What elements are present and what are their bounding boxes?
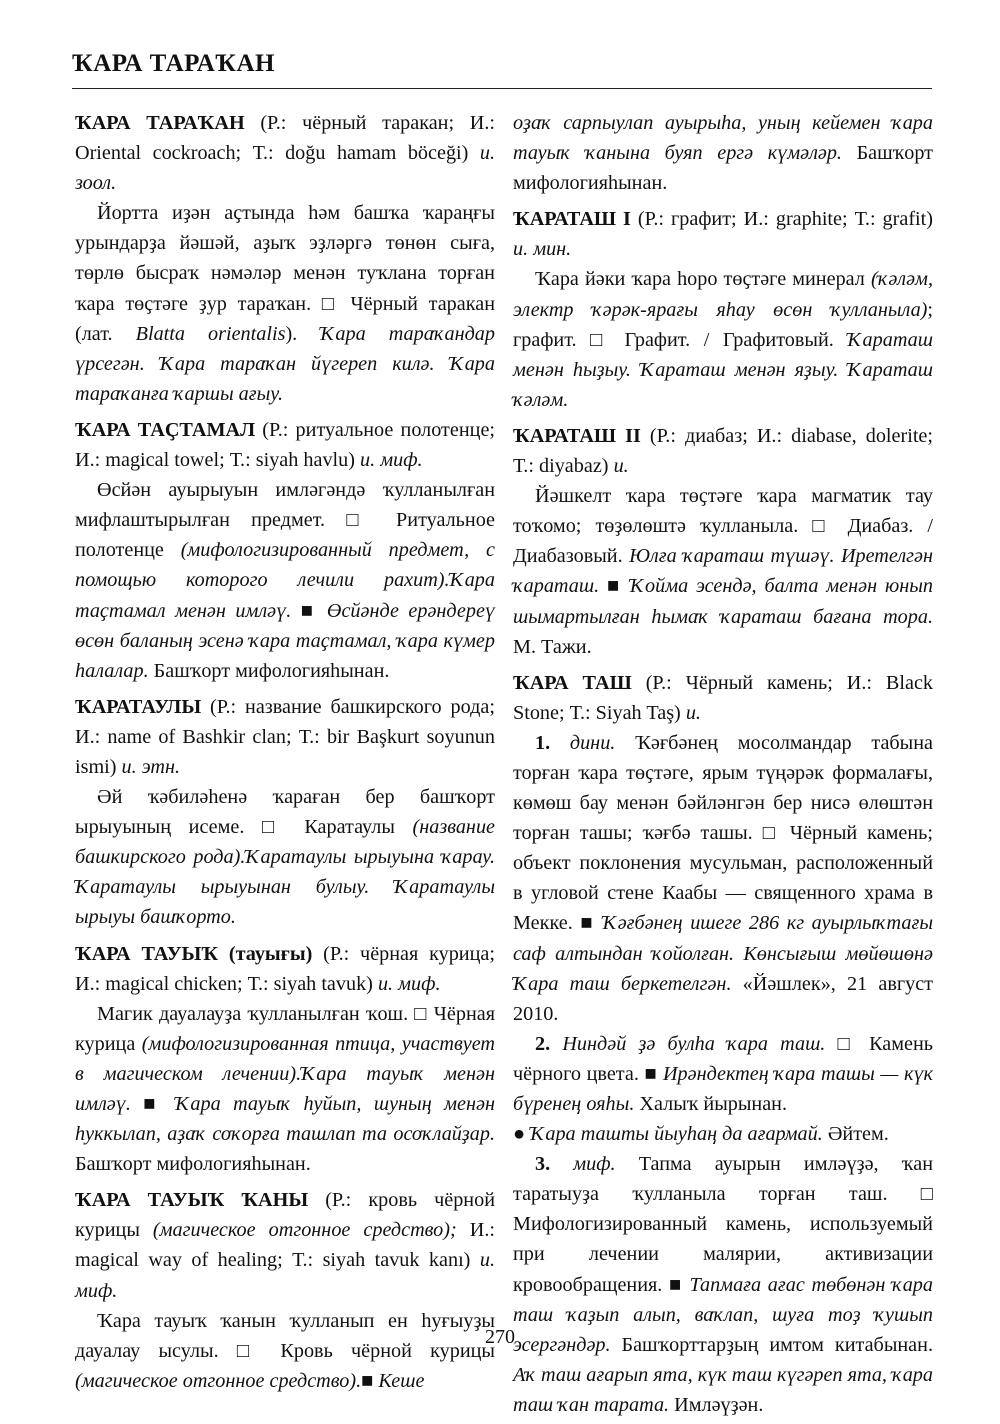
usage-example: Ҡара таҫтамал менән имләү. ■ Өсйәнде ерәндереү өсөн баланың эсенә ҡара таҫтамал, ҡара күмер һалалар. (75, 569, 495, 682)
entry-equivalents: (Р.: название башкирского рода; И.: name of Bashkir clan; Т.: bir Başkurt soyunun ismi) (75, 695, 495, 778)
definition-gloss: (мифологизированная птица, участвует в магическом лечении). (75, 1032, 495, 1085)
usage-example: Юлға ҡараташ түшәү. Иретелгән ҡараташ. ■ Ҡойма эсендә, балта менән юнып шымартылған һымаҡ ҡараташ бағана тора. (513, 545, 933, 628)
usage-example: оҙаҡ сарпыулап ауырыһа, уның кейемен ҡара тауыҡ ҡанына буяп ергә күмәләр. (513, 112, 933, 165)
definition-text: Йортта иҙән аҫтында һәм башҡа ҡараңғы урындарҙа йәшәй, аҙыҡ эҙләргә төнөн сыға, төрлө бысраҡ нәмәләр менән туҡлана торған ҡара төҫтәге ҙур тараҡан. □ Чёрный таракан (лат. (75, 202, 495, 345)
entry-grammar-label: и. зоол. (75, 142, 495, 195)
definition-text: Әй ҡәбиләһенә ҡараған бер башҡорт ырыуының исеме. □ Каратаулы (75, 786, 495, 839)
entry-gloss: (магическое отгонное средство); (152, 1219, 457, 1242)
left-column (75, 108, 495, 1396)
entry-headword: ҠАРА ТАУЫҠ (тауығы) (75, 942, 313, 965)
header-rule (72, 88, 932, 89)
sense-number: 2. (535, 1032, 563, 1055)
dictionary-entry-head (75, 692, 495, 782)
dictionary-entry-head (513, 668, 933, 728)
entry-grammar-label: и. миф. (75, 1249, 495, 1302)
example-source: Башҡорт мифологияһынан. (148, 659, 390, 682)
example-source: «Йәшлек», 21 август 2010. (513, 972, 934, 1025)
entry-definition (513, 481, 933, 662)
usage-example: Ҡараташ менән һыҙыу. Ҡараташ менән яҙыу. Ҡараташ ҡәләм. (513, 328, 933, 411)
example-source: М. Тажи. (513, 635, 592, 658)
example-source: Имләүҙән. (669, 1393, 764, 1416)
entry-grammar-label: и. миф. (377, 972, 441, 995)
running-head: ҠАРА ТАРАҠАН (72, 50, 275, 77)
definition-text: Ҡара йәки ҡара һоро төҫтәге минерал (535, 268, 871, 291)
definition-text: □ Камень чёрного цвета. (513, 1032, 934, 1085)
dictionary-entry-head (75, 108, 495, 198)
entry-definition (75, 198, 495, 409)
usage-example: ■ Тапмаға ағас төбөнән ҡара таш ҡаҙып алып, ваҡлап, шуға тоҙ ҡушып эсергәндәр. (513, 1273, 933, 1356)
sense-label: дини. (569, 731, 616, 754)
example-source: Башҡорт мифологияһынан. (75, 1153, 311, 1176)
sense-number: 3. (535, 1153, 574, 1176)
sense-label: Ниндәй ҙә булһа ҡара таш. (562, 1032, 826, 1055)
definition-text: Ҡәғбәнең мосолмандар табына торған ҡара төҫтәге, ярым түңәрәк формалағы, көмөш бау менән бәйләнгән бер нисә өлөштән торған ташы; ҡәғбә ташы. □ Чёрный камень; объект поклонения мусульман, расположенный в угловой стене Каабы — священного храма в Мекке. (513, 731, 933, 935)
entry-headword: ҠАРАТАШ II (513, 424, 641, 447)
page-number: 270 (485, 1326, 515, 1348)
usage-example: Аҡ таш ағарып ята, күк таш күгәреп ята, ҡара таш ҡан тарата. (513, 1363, 933, 1416)
entry-equivalents: (Р.: диабаз; И.: diabase, dolerite; Т.: diyabaz) (513, 424, 933, 478)
usage-example: ■ Ирәндектең ҡара ташы — күк бүренең ояһы. (513, 1062, 933, 1115)
sense-label: миф. (573, 1153, 616, 1176)
usage-example: ● Ҡара ташты йыуһаң да ағармай. (513, 1123, 823, 1146)
entry-definition (75, 475, 495, 686)
sense-number: 1. (535, 731, 570, 754)
entry-headword: ҠАРА ТАҪТАМАЛ (75, 418, 256, 441)
entry-definition (75, 1306, 495, 1396)
definition-gloss: (мифологизированный предмет, с помощью которого лечили рахит). (75, 539, 495, 592)
definition-text: ). (285, 322, 321, 345)
right-column (513, 108, 933, 1420)
usage-example: ■ Кеше (361, 1369, 425, 1392)
entry-equivalents: (Р.: чёрный таракан; И.: Oriental cockroach; Т.: doğu hamam böceği) (75, 112, 495, 165)
dictionary-entry-head (75, 415, 495, 475)
entry-grammar-label: и. (613, 455, 629, 478)
definition-text: Тапма ауырын имләүҙә, ҡан таратыуҙа ҡулланыла торған таш. □ Мифологизированный камень, используемый при лечении малярии, активизации кровообращения. (513, 1153, 934, 1296)
entry-headword: ҠАРАТАШ I (513, 208, 631, 231)
entry-equivalents: (Р.: графит; И.: graphite; Т.: grafit) (630, 208, 933, 231)
entry-definition (513, 108, 933, 198)
dictionary-entry-head (513, 204, 933, 264)
dictionary-entry-head (513, 421, 933, 481)
entry-headword: ҠАРА ТАРАҠАН (75, 112, 245, 134)
example-source: Башҡорттарҙың имтом китабынан. (610, 1333, 933, 1356)
definition-text: Ҡара тауыҡ ҡанын ҡулланып ен һуғыуҙы дауалау ысулы. □ Кровь чёрной курицы (75, 1309, 495, 1362)
usage-example: Ҡаратаулы ырыуына ҡарау. Ҡаратаулы ырыуынан булыу. Ҡаратаулы ырыуы башҡорто. (75, 846, 496, 929)
entry-headword: ҠАРА ТАУЫҠ ҠАНЫ (75, 1189, 309, 1212)
example-source: Әйтем. (822, 1123, 889, 1146)
definition-text: ; графит. □ Графит. / Графитовый. (513, 298, 933, 351)
entry-definition (513, 728, 933, 1029)
usage-example: Ҡара тауыҡ менән имләү. ■ Ҡара тауыҡ һуйып, шуның менән һуккылап, аҙаҡ соҡорға ташлап та осоҡлайҙар. (75, 1062, 495, 1146)
entry-equivalents: И.: magical way of healing; Т.: siyah tavuk kanı) (75, 1219, 495, 1272)
entry-equivalents: (Р.: кровь чёрной курицы (75, 1189, 495, 1242)
definition-text: Йәшкелт ҡара төҫтәге ҡара магматик тау тоҡомо; төҙөлөштә ҡулланыла. □ Диабаз. / Диабазовый. (513, 485, 933, 568)
definition-gloss: Blatta orientalis (135, 322, 286, 345)
example-source: Башҡорт мифологияһынан. (513, 142, 933, 195)
example-source: Халыҡ йырынан. (634, 1093, 788, 1115)
dictionary-entry-head (75, 1185, 495, 1305)
entry-grammar-label: и. этн. (121, 755, 181, 778)
entry-equivalents: (Р.: Чёрный камень; И.: Black Stone; Т.: Siyah Taş) (513, 671, 933, 724)
entry-headword: ҠАРАТАУЛЫ (75, 695, 202, 718)
entry-definition (513, 1029, 933, 1119)
usage-example: Ҡара тараҡандар үрсегән. Ҡара тараҡан йүгереп килә. Ҡара тараҡанға ҡаршы ағыу. (75, 322, 495, 405)
definition-gloss: (название башкирского рода). (75, 816, 495, 869)
definition-text: Магик дауалауҙа ҡулланылған ҡош. □ Чёрная курица (75, 1002, 495, 1055)
entry-definition (513, 1149, 933, 1420)
definition-text: Өсйән ауырыуын имләгәндә ҡулланылған мифлаштырылған предмет. □ Ритуальное полотенце (75, 479, 495, 562)
definition-gloss: (ҡәләм, электр ҡәрәк-ярағы яһау өсөн ҡулланыла) (513, 268, 933, 321)
dictionary-entry-head (75, 939, 495, 999)
entry-definition (75, 782, 495, 932)
entry-definition (75, 999, 495, 1180)
entry-grammar-label: и. мин. (513, 238, 572, 261)
entry-equivalents: (Р.: ритуальное полотенце; И.: magical towel; Т.: siyah havlu) (75, 418, 496, 472)
usage-example: ■ Ҡәғбәнең ишеге 286 кг ауырлыҡтағы саф алтындан ҡойолған. Көнсығыш мөйөшөнә Ҡара таш беркетелгән. (513, 912, 933, 995)
entry-headword: ҠАРА ТАШ (513, 671, 632, 694)
entry-definition (513, 1119, 933, 1149)
entry-equivalents: (Р.: чёрная курица; И.: magical chicken; Т.: siyah tavuk) (75, 942, 495, 995)
entry-grammar-label: и. (685, 701, 701, 724)
entry-grammar-label: и. миф. (360, 449, 423, 472)
definition-gloss: (магическое отгонное средство). (75, 1369, 362, 1392)
entry-definition (513, 264, 933, 414)
